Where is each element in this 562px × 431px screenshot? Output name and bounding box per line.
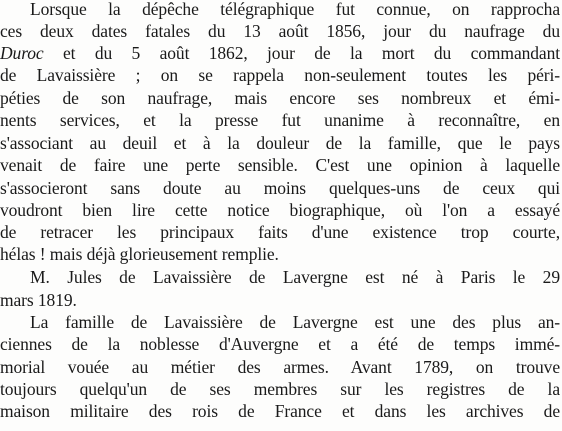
text-line-8: venait de faire une perte sensible. C'est une opinion à laquelle [0,155,560,175]
text-line-16: ciennes de la noblesse d'Auvergne et a été de temps immé- [0,334,560,354]
text-line-9: s'associeront sans doute au moins quelques-uns de ceux qui [0,178,560,198]
text-line-12: hélas ! mais déjà glorieusement remplie. [0,244,279,264]
text-line-2: ces deux dates fatales du 13 août 1856, jour du naufrage du [0,21,560,41]
text-line-19: maison militaire des rois de France et dans les archives de [0,401,560,421]
text-line-1: Lorsque la dépêche télégraphique fut connue, on rapprocha [30,0,560,19]
text-line-15: La famille de Lavaissière de Lavergne est une des plus an- [30,312,560,332]
text-line-11: de retracer les principaux faits d'une existence trop courte, [0,222,560,242]
text-line-5: péties de son naufrage, mais encore ses nombreux et émi- [0,88,560,108]
text-line-13: M. Jules de Lavaissière de Lavergne est né à Paris le 29 [30,267,560,287]
text-line-17: morial vouée au métier des armes. Avant 1789, on trouve [0,357,560,377]
ship-name: Duroc [0,43,44,63]
text-line-7: s'associant au deuil et à la douleur de la famille, que le pays [0,133,560,153]
text-line-4: de Lavaissière ; on se rappela non-seulement toutes les péri- [0,65,560,85]
text-line-10: voudront bien lire cette notice biographique, où l'on a essayé [0,200,560,220]
text-line-14: mars 1819. [0,290,77,310]
text-line-6: nents services, et la presse fut unanime à reconnaître, en [0,110,560,130]
text-line-18: toujours quelqu'un de ses membres sur les registres de la [0,379,560,399]
text-line-3: Duroc et du 5 août 1862, jour de la mort du commandant [0,43,560,63]
